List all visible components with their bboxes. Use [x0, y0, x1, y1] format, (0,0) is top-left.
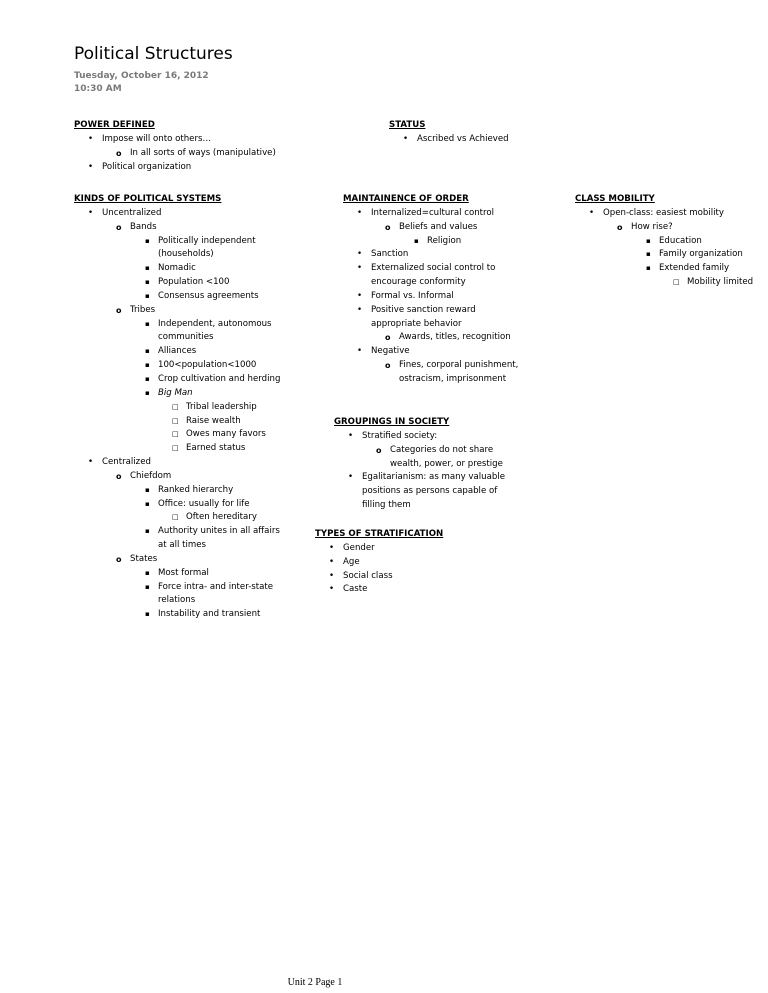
outline-item: [74, 567, 280, 581]
outline-item-text: Political organization: [102, 161, 192, 172]
square-bullet-icon: ▪: [145, 236, 150, 245]
box-bullet-icon: □: [172, 430, 179, 439]
outline-item: [74, 442, 280, 456]
outline-item-text: filling them: [362, 500, 411, 511]
outline-item-text: 100<population<1000: [158, 360, 257, 371]
section-maintainence-of-order: [343, 193, 518, 387]
outline-item: [575, 248, 753, 262]
outline-item: [343, 262, 518, 276]
outline-item: [74, 608, 280, 622]
outline-item: [74, 498, 280, 512]
outline-item: [334, 444, 505, 458]
outline-item: [389, 133, 509, 147]
square-bullet-icon: ▪: [145, 374, 150, 383]
outline-item: [74, 415, 280, 429]
outline-item-text: Independent, autonomous: [158, 318, 272, 329]
square-bullet-icon: ▪: [145, 527, 150, 536]
outline-item: [74, 484, 280, 498]
square-bullet-icon: ▪: [145, 610, 150, 619]
circle-bullet-icon: o: [617, 222, 623, 232]
square-bullet-icon: ▪: [145, 347, 150, 356]
outline-item: [315, 583, 443, 597]
section-heading: MAINTAINENCE OF ORDER: [343, 194, 469, 204]
outline-item: [343, 290, 518, 304]
outline-item: [74, 401, 280, 415]
circle-bullet-icon: o: [385, 222, 391, 232]
box-bullet-icon: □: [172, 416, 179, 425]
outline-item-text: Internalized=cultural control: [371, 207, 495, 218]
outline-item: [74, 161, 276, 175]
outline-item: [334, 430, 505, 444]
outline-item: [74, 133, 276, 147]
section-groupings-in-society: [334, 416, 505, 513]
outline-item: [575, 235, 753, 249]
outline-item-text: Externalized social control to: [371, 263, 496, 274]
outline-item: [575, 276, 753, 290]
outline-item-text: Politically independent: [158, 235, 256, 246]
bullet-icon: •: [348, 430, 354, 441]
bullet-icon: •: [357, 290, 363, 301]
bullet-icon: •: [357, 249, 363, 260]
outline-item-text: In all sorts of ways (manipulative): [130, 147, 276, 158]
outline-item: [74, 318, 280, 332]
outline-item: [74, 511, 280, 525]
square-bullet-icon: ▪: [145, 278, 150, 287]
outline-item-text: Religion: [427, 235, 462, 246]
square-bullet-icon: ▪: [646, 264, 651, 273]
outline-item: [343, 248, 518, 262]
page-footer: Unit 2 Page 1: [287, 977, 343, 988]
bullet-icon: •: [357, 263, 363, 274]
outline-item-text: Ascribed vs Achieved: [417, 133, 509, 144]
page-time: 10:30 AM: [74, 84, 122, 94]
box-bullet-icon: □: [172, 513, 179, 522]
outline-item: [74, 387, 280, 401]
outline-item: [343, 331, 518, 345]
outline-item: [343, 373, 518, 387]
outline-item: [315, 556, 443, 570]
section-heading: TYPES OF STRATIFICATION: [315, 529, 444, 539]
outline-item: [74, 221, 280, 235]
section-types-of-stratification: [315, 528, 443, 597]
section-heading: CLASS MOBILITY: [575, 194, 655, 204]
outline-item-text: Big Man: [158, 387, 193, 398]
page-title: Political Structures: [74, 44, 233, 64]
square-bullet-icon: ▪: [145, 361, 150, 370]
outline-item-text: Centralized: [102, 457, 151, 468]
section-status: [389, 119, 509, 147]
square-bullet-icon: ▪: [145, 485, 150, 494]
outline-item-text: Authority unites in all affairs: [158, 526, 280, 537]
outline-item-text: Earned status: [186, 443, 246, 454]
outline-item-text: positions as persons capable of: [362, 486, 498, 497]
outline-item-text: How rise?: [631, 221, 673, 232]
outline-item-text: Egalitarianism: as many valuable: [362, 472, 506, 483]
page-date: Tuesday, October 16, 2012: [74, 71, 209, 81]
square-bullet-icon: ▪: [414, 236, 419, 245]
outline-item-text: Consensus agreements: [158, 290, 259, 301]
outline-item: [74, 470, 280, 484]
outline-item: [575, 262, 753, 276]
outline-item: [74, 428, 280, 442]
outline-item-text: Age: [343, 556, 360, 567]
outline-item-text: Impose will onto others…: [102, 133, 212, 144]
bullet-icon: •: [329, 584, 335, 595]
outline-item-text: encourage conformity: [371, 277, 466, 288]
outline-item-text: wealth, power, or prestige: [390, 458, 503, 469]
outline-item-text: Bands: [130, 221, 157, 232]
section-class-mobility: [575, 193, 753, 290]
outline-item-text: Education: [659, 235, 702, 246]
outline-item: [343, 304, 518, 318]
outline-item: [74, 248, 280, 262]
bullet-icon: •: [357, 207, 363, 218]
circle-bullet-icon: o: [116, 305, 122, 315]
square-bullet-icon: ▪: [646, 250, 651, 259]
square-bullet-icon: ▪: [145, 499, 150, 508]
bullet-icon: •: [348, 472, 354, 483]
section-heading: GROUPINGS IN SOCIETY: [334, 417, 450, 427]
box-bullet-icon: □: [172, 402, 179, 411]
outline-item-text: Categories do not share: [390, 444, 494, 455]
outline-item-text: Population <100: [158, 277, 230, 288]
outline-item-text: Force intra- and inter-state: [158, 581, 274, 592]
bullet-icon: •: [88, 457, 94, 468]
outline-item: [343, 207, 518, 221]
outline-item: [74, 276, 280, 290]
outline-item: [334, 471, 505, 485]
outline-item: [74, 147, 276, 161]
outline-item: [74, 331, 280, 345]
outline-item-text: Most formal: [158, 567, 209, 578]
outline-item: [74, 456, 280, 470]
square-bullet-icon: ▪: [145, 264, 150, 273]
square-bullet-icon: ▪: [646, 236, 651, 245]
outline-item-text: Tribes: [130, 304, 156, 315]
outline-item-text: Positive sanction reward: [371, 304, 476, 315]
outline-item: [315, 570, 443, 584]
section-heading: POWER DEFINED: [74, 120, 155, 130]
outline-item: [343, 359, 518, 373]
outline-item-text: Negative: [371, 346, 410, 357]
outline-item-text: Owes many favors: [186, 429, 266, 440]
outline-item-text: Often hereditary: [186, 512, 257, 523]
outline-item: [74, 235, 280, 249]
outline-item-text: Gender: [343, 542, 375, 553]
circle-bullet-icon: o: [116, 554, 122, 564]
outline-item-text: Formal vs. Informal: [371, 290, 454, 301]
outline-item-text: Instability and transient: [158, 609, 261, 620]
bullet-icon: •: [88, 161, 94, 172]
section-heading: KINDS OF POLITICAL SYSTEMS: [74, 194, 222, 204]
outline-item: [74, 373, 280, 387]
outline-item-text: Nomadic: [158, 263, 196, 274]
square-bullet-icon: ▪: [145, 319, 150, 328]
outline-item-text: Crop cultivation and herding: [158, 373, 281, 384]
outline-item: [74, 553, 280, 567]
outline-item-text: Extended family: [659, 263, 730, 274]
outline-item-text: Tribal leadership: [186, 401, 257, 412]
outline-item: [343, 235, 518, 249]
outline-item-text: ostracism, imprisonment: [399, 373, 507, 384]
outline-item-text: States: [130, 553, 158, 564]
square-bullet-icon: ▪: [145, 582, 150, 591]
outline-item: [334, 499, 505, 513]
circle-bullet-icon: o: [116, 222, 122, 232]
circle-bullet-icon: o: [116, 471, 122, 481]
section-kinds-of-political-systems: [74, 193, 280, 622]
outline-item-text: at all times: [158, 540, 207, 551]
outline-item-text: Beliefs and values: [399, 221, 478, 232]
outline-item: [334, 485, 505, 499]
outline-item: [74, 290, 280, 304]
outline-item-text: (households): [158, 249, 214, 260]
outline-item: [575, 221, 753, 235]
outline-item-text: appropriate behavior: [371, 318, 462, 329]
outline-item-text: Chiefdom: [130, 470, 172, 481]
bullet-icon: •: [403, 133, 409, 144]
square-bullet-icon: ▪: [145, 291, 150, 300]
outline-item-text: communities: [158, 332, 214, 343]
outline-item-text: relations: [158, 595, 196, 606]
outline-item-text: Family organization: [659, 249, 743, 260]
square-bullet-icon: ▪: [145, 568, 150, 577]
bullet-icon: •: [329, 570, 335, 581]
circle-bullet-icon: o: [385, 333, 391, 343]
bullet-icon: •: [88, 133, 94, 144]
outline-item: [343, 276, 518, 290]
bullet-icon: •: [589, 207, 595, 218]
outline-item: [343, 318, 518, 332]
circle-bullet-icon: o: [385, 361, 391, 371]
outline-item-text: Ranked hierarchy: [158, 484, 234, 495]
outline-item-text: Caste: [343, 584, 368, 595]
outline-item: [74, 304, 280, 318]
outline-item: [74, 207, 280, 221]
outline-item-text: Awards, titles, recognition: [399, 332, 511, 343]
bullet-icon: •: [329, 542, 335, 553]
outline-item: [315, 542, 443, 556]
outline-item-text: Raise wealth: [186, 415, 241, 426]
square-bullet-icon: ▪: [145, 388, 150, 397]
bullet-icon: •: [357, 304, 363, 315]
outline-item: [74, 594, 280, 608]
outline-item: [74, 581, 280, 595]
outline-item-text: Mobility limited: [687, 277, 754, 288]
outline-item-text: Alliances: [158, 346, 197, 357]
section-heading: STATUS: [389, 120, 426, 130]
circle-bullet-icon: o: [116, 148, 122, 158]
outline-item: [74, 525, 280, 539]
outline-item-text: Social class: [343, 570, 393, 581]
bullet-icon: •: [88, 207, 94, 218]
bullet-icon: •: [357, 346, 363, 357]
outline-item: [74, 359, 280, 373]
section-power-defined: [74, 119, 276, 174]
outline-item: [575, 207, 753, 221]
outline-item: [74, 539, 280, 553]
outline-item-text: Fines, corporal punishment,: [399, 360, 519, 371]
outline-item: [74, 345, 280, 359]
outline-item: [74, 262, 280, 276]
outline-item: [343, 221, 518, 235]
outline-item: [343, 345, 518, 359]
outline-item-text: Uncentralized: [102, 207, 162, 218]
outline-item-text: Sanction: [371, 249, 409, 260]
outline-item-text: Office: usually for life: [158, 498, 250, 509]
outline-item-text: Open-class: easiest mobility: [603, 207, 725, 218]
box-bullet-icon: □: [172, 444, 179, 453]
circle-bullet-icon: o: [376, 445, 382, 455]
outline-item-text: Stratified society:: [362, 430, 438, 441]
bullet-icon: •: [329, 556, 335, 567]
outline-item: [334, 458, 505, 472]
box-bullet-icon: □: [673, 278, 680, 287]
